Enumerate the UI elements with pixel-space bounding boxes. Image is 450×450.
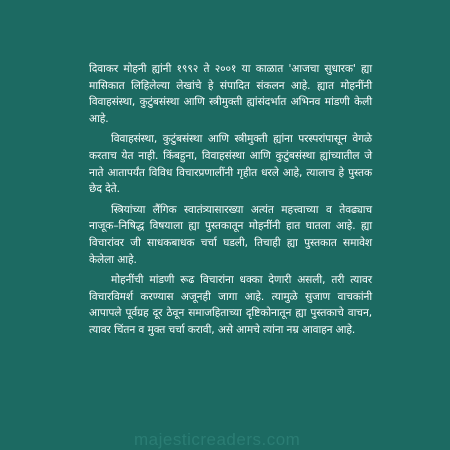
blurb-paragraph-3: स्त्रियांच्या लैंगिक स्वातंत्र्यासारख्या अत्यंत महत्त्वाच्या व तेवढ्याच नाजूक–निषिद्ध विषयाला ह्या पुस्तकातून मोहनींनी हात घातला आहे. ह्या विचारांवर जी साधकबाधक चर्चा घडली, तिचाही ह्या पुस्तकात समावेश केलेला आहे. <box>89 203 372 266</box>
blurb-paragraph-2: विवाहसंस्था, कुटुंबसंस्था आणि स्त्रीमुक्ती ह्यांना परस्परांपासून वेगळे करताच येत नाही. किंबहुना, विवाहसंस्था आणि कुटुंबसंस्था ह्यांच्यातील जे नाते आतापर्यंत विविध विचारप्रणालींनी गृहीत धरले आहे, त्यालाच हे पुस्तक छेद देते. <box>89 133 372 196</box>
blurb-text <box>89 61 372 339</box>
watermark-text: majesticreaders.com <box>134 430 301 449</box>
blurb-paragraph-4: मोहनींची मांडणी रूढ विचारांना धक्का देणारी असली, तरी त्यावर विचारविमर्श करण्यास अजूनही जागा आहे. त्यामुळे सुजाण वाचकांनी आपापले पूर्वग्रह दूर ठेवून समाजहिताच्या दृष्टिकोनातून ह्या पुस्तकाचे वाचन, त्यावर चिंतन व मुक्त चर्चा करावी, असे आमचे त्यांना नम्र आवाहन आहे. <box>89 274 372 336</box>
blurb-paragraph-1: दिवाकर मोहनी ह्यांनी १९९२ ते २००१ या काळात 'आजचा सुधारक' ह्या मासिकात लिहिलेल्या लेखांचे हे संपादित संकलन आहे. ह्यात मोहनींनी विवाहसंस्था, कुटुंबसंस्था आणि स्त्रीमुक्ती ह्यांसंदर्भात अभिनव मांडणी केली आहे. <box>89 63 372 125</box>
